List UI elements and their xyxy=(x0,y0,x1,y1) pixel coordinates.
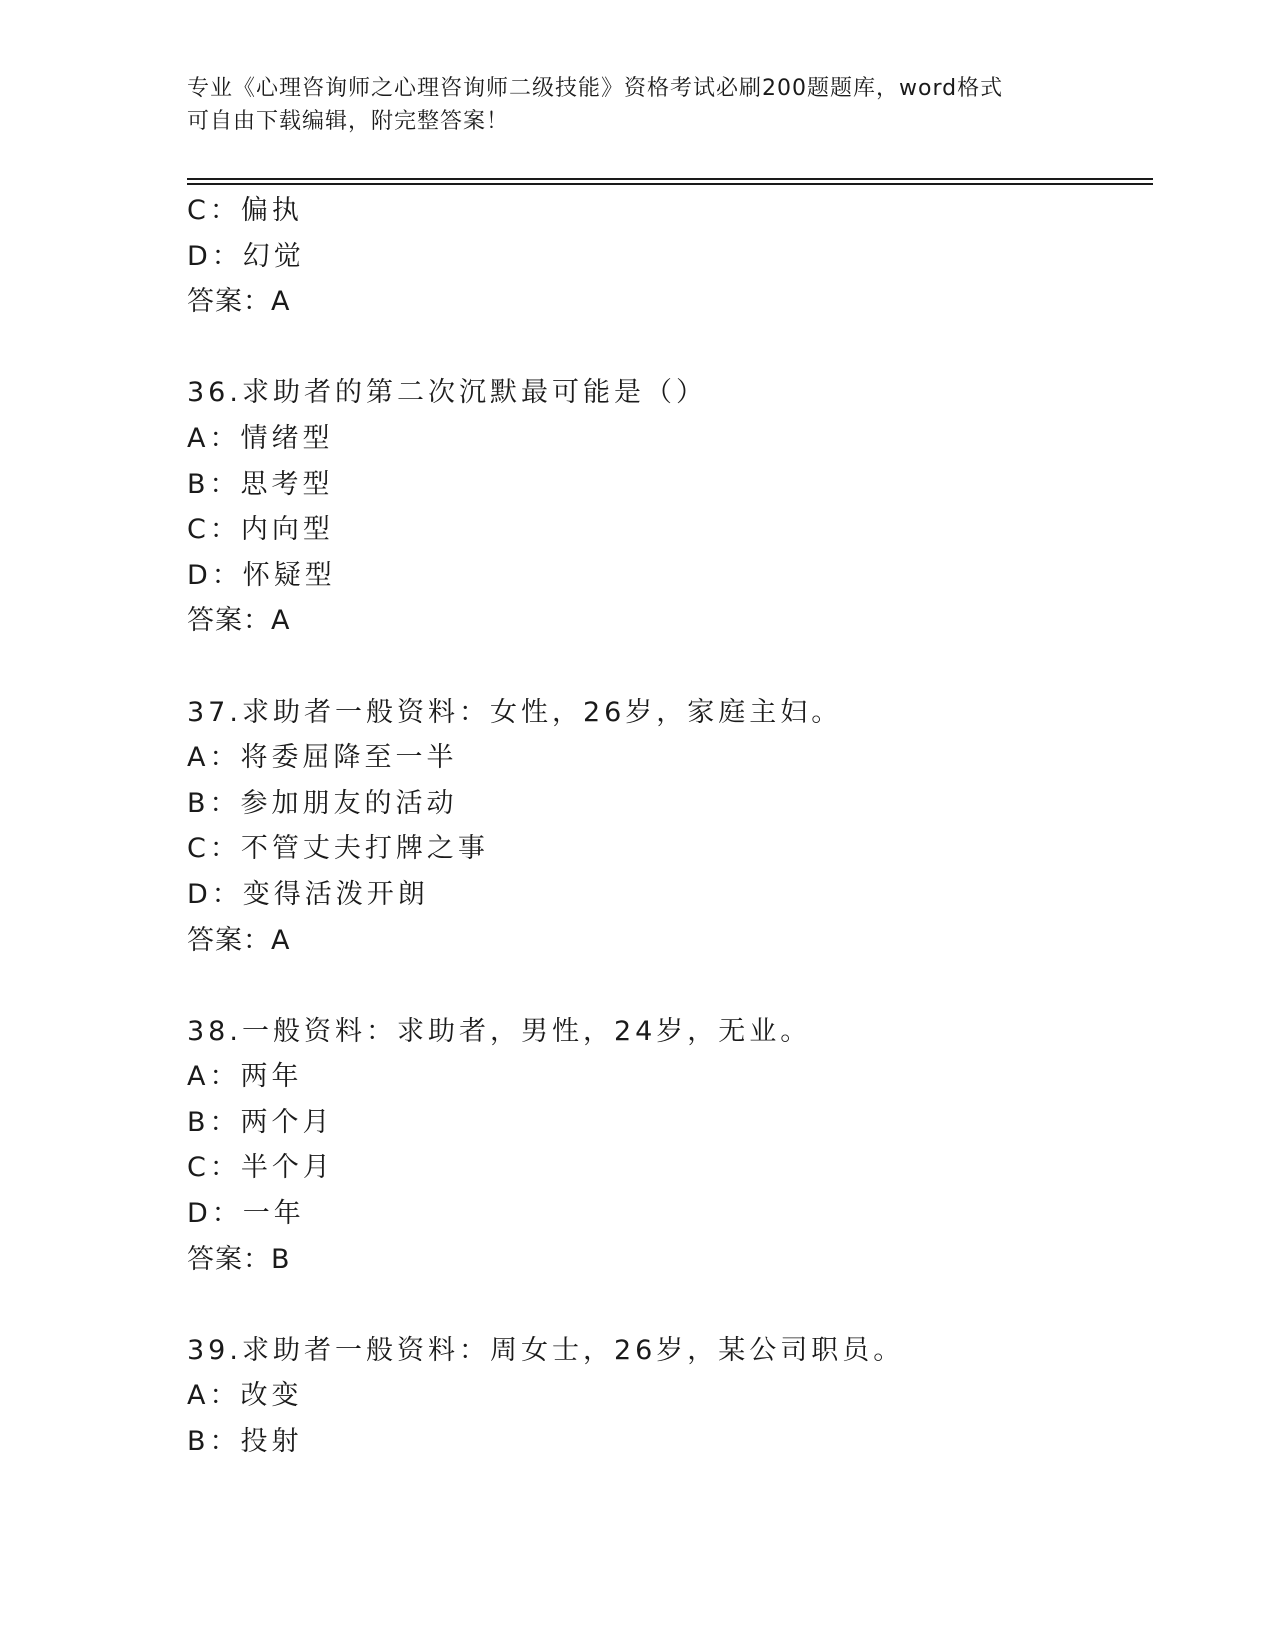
question-list xyxy=(187,188,1147,1465)
option-a: A：情绪型 xyxy=(187,422,334,454)
answer-line: 答案：A xyxy=(187,924,291,956)
option-b: B：两个月 xyxy=(187,1106,334,1138)
question-36: 36.求助者的第二次沉默最可能是（） xyxy=(187,377,707,409)
document-header xyxy=(187,72,1067,138)
option-b: B：思考型 xyxy=(187,468,334,500)
option-c: C：内向型 xyxy=(187,514,334,546)
question-39: 39.求助者一般资料：周女士，26岁，某公司职员。 xyxy=(187,1334,905,1366)
answer-line: 答案：B xyxy=(187,1243,291,1275)
option-d: D：变得活泼开朗 xyxy=(187,878,429,910)
answer-line: 答案：A xyxy=(187,286,291,318)
option-a: A：改变 xyxy=(187,1380,303,1412)
option-a: A：两年 xyxy=(187,1061,303,1093)
header-line-1: 专业《心理咨询师之心理咨询师二级技能》资格考试必刷200题题库，word格式 xyxy=(187,76,1004,101)
option-b: B：投射 xyxy=(187,1426,303,1458)
option-d: D：一年 xyxy=(187,1198,305,1230)
option-d: D：幻觉 xyxy=(187,240,305,272)
option-c: C：半个月 xyxy=(187,1152,334,1184)
answer-line: 答案：A xyxy=(187,605,291,637)
option-a: A：将委屈降至一半 xyxy=(187,742,458,774)
question-37: 37.求助者一般资料：女性，26岁，家庭主妇。 xyxy=(187,696,843,728)
option-b: B：参加朋友的活动 xyxy=(187,787,458,819)
question-38: 38.一般资料：求助者，男性，24岁，无业。 xyxy=(187,1015,812,1047)
option-d: D：怀疑型 xyxy=(187,559,336,591)
option-c: C：不管丈夫打牌之事 xyxy=(187,833,489,865)
header-line-2: 可自由下载编辑，附完整答案！ xyxy=(187,109,510,134)
header-divider-bottom xyxy=(187,183,1153,185)
header-divider-top xyxy=(187,178,1153,180)
option-c: C：偏执 xyxy=(187,195,303,226)
